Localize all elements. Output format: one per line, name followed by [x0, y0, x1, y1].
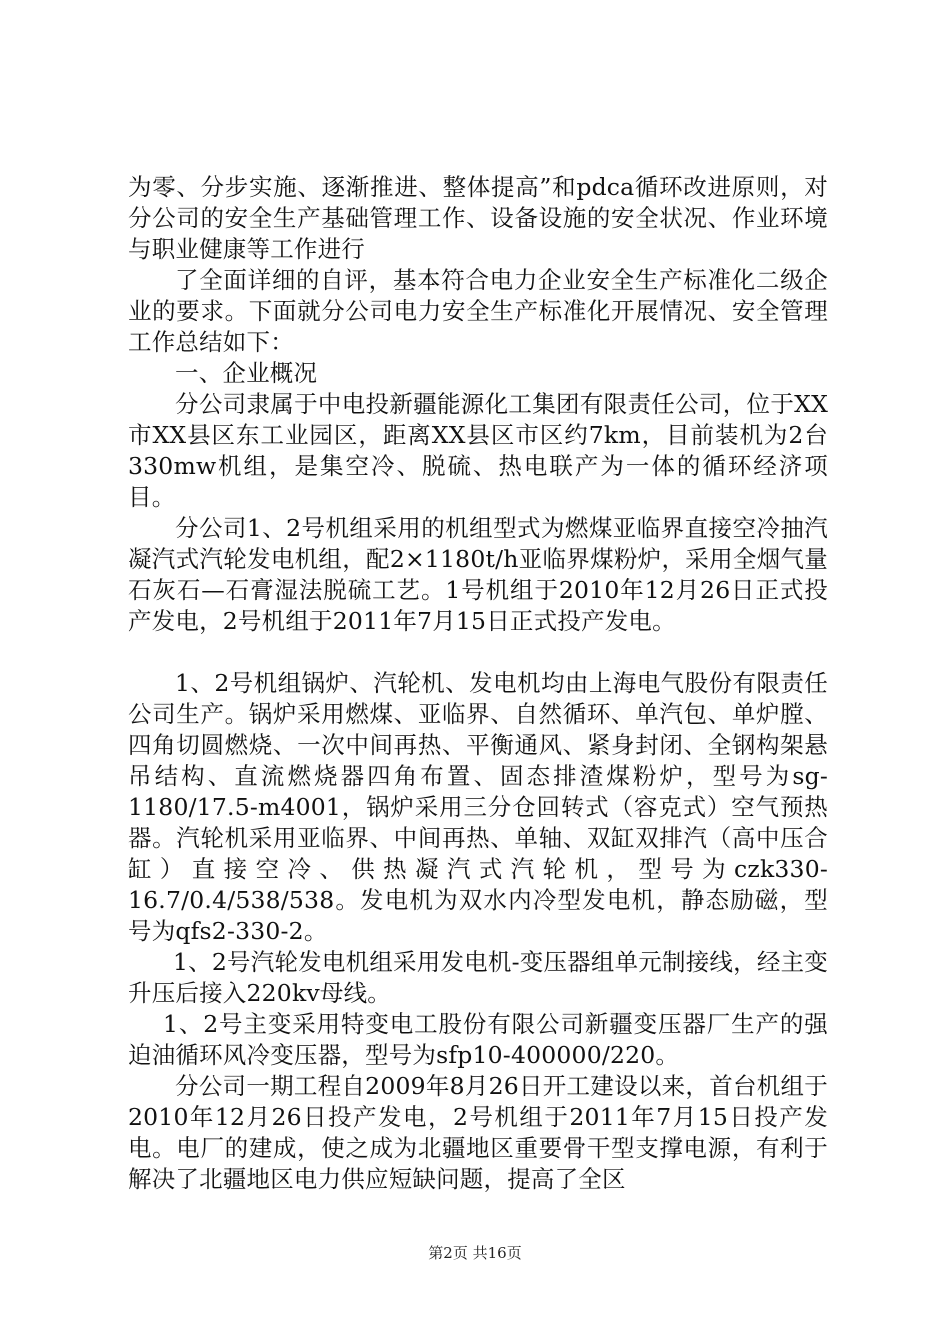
paragraph-1: 为零、分步实施、逐渐推进、整体提高”和pdca循环改进原则，对分公司的安全生产基础管理工作、设备设施的安全状况、作业环境与职业健康等工作进行	[128, 173, 828, 263]
paragraph-8: 分公司一期工程自2009年8月26日开工建设以来，首台机组于2010年12月26日投产发电，2号机组于2011年7月15日投产发电。电厂的建成，使之成为北疆地区重要骨干型支撑电源，有利于解决了北疆地区电力供应短缺问题，提高了全区	[128, 1072, 828, 1193]
page-number-footer: 第2页 共16页	[428, 1244, 522, 1262]
paragraph-4: 分公司1、2号机组采用的机组型式为燃煤亚临界直接空冷抽汽凝汽式汽轮发电机组，配2×1180t/h亚临界煤粉炉，采用全烟气量石灰石—石膏湿法脱硫工艺。1号机组于2010年12月26日正式投产发电，2号机组于2011年7月15日正式投产发电。	[128, 514, 828, 635]
section-heading-enterprise-overview: 一、企业概况	[175, 359, 318, 387]
paragraph-5: 1、2号机组锅炉、汽轮机、发电机均由上海电气股份有限责任公司生产。锅炉采用燃煤、亚临界、自然循环、单汽包、单炉膛、四角切圆燃烧、一次中间再热、平衡通风、紧身封闭、全钢构架悬吊结构、直流燃烧器四角布置、固态排渣煤粉炉，型号为sg-1180/17.5-m4001，锅炉采用三分仓回转式（容克式）空气预热器。汽轮机采用亚临界、中间再热、单轴、双缸双排汽（高中压合缸）直接空冷、供热凝汽式汽轮机，型号为czk330-16.7/0.4/538/538。发电机为双水内冷型发电机，静态励磁，型号为qfs2-330-2。	[128, 669, 828, 945]
paragraph-2: 了全面详细的自评，基本符合电力企业安全生产标准化二级企业的要求。下面就分公司电力安全生产标准化开展情况、安全管理工作总结如下：	[128, 266, 828, 356]
paragraph-7: 1、2号主变采用特变电工股份有限公司新疆变压器厂生产的强迫油循环风冷变压器，型号为sfp10-400000/220。	[128, 1010, 828, 1069]
paragraph-6: 1、2号汽轮发电机组采用发电机-变压器组单元制接线，经主变升压后接入220kv母线。	[128, 948, 828, 1007]
paragraph-3: 分公司隶属于中电投新疆能源化工集团有限责任公司，位于XX市XX县区东工业园区，距离XX县区市区约7km，目前装机为2台330mw机组，是集空冷、脱硫、热电联产为一体的循环经济项目。	[128, 390, 828, 511]
document-body	[128, 172, 828, 1195]
